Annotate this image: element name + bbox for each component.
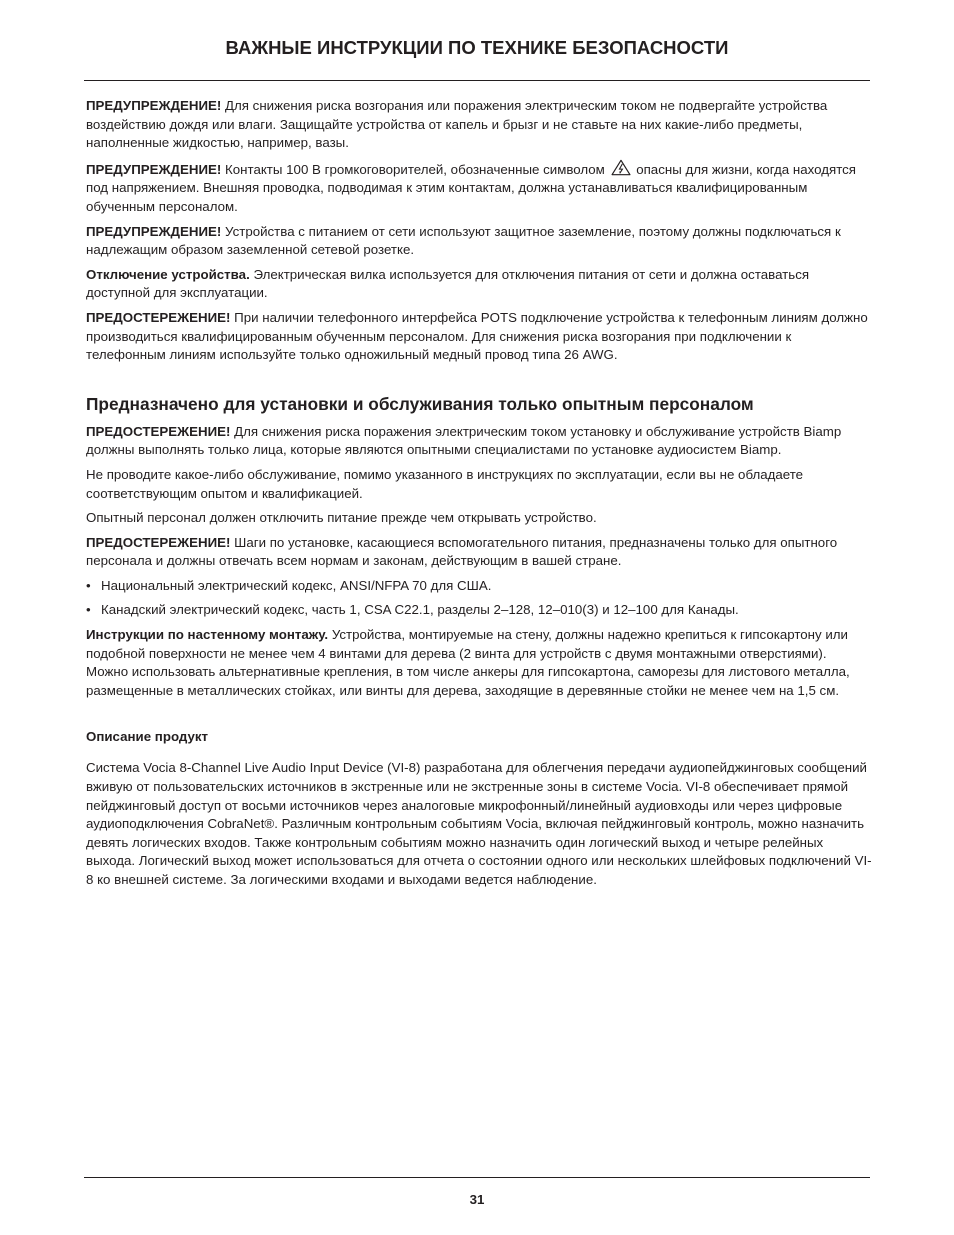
warning-text: опасны для жизни, когда находятся под напряжением. Внешняя проводка, подводимая к этим контактам, должна устанавливаться квалифицированным обученным персоналом. xyxy=(86,161,856,214)
list-item xyxy=(86,577,872,596)
warning-label: ПРЕДУПРЕЖДЕНИЕ! xyxy=(86,161,222,177)
bullet-dot: • xyxy=(86,577,91,593)
warning-label: ПРЕДУПРЕЖДЕНИЕ! xyxy=(86,223,222,239)
code-list xyxy=(86,577,872,620)
warning-text: Устройства с питанием от сети используют защитное заземление, поэтому должны подключаться к надлежащим образом заземленной сетевой розетке. xyxy=(86,223,841,258)
section-heading: Предназначено для установки и обслуживания только опытным персоналом xyxy=(86,393,754,414)
wall-mount-instructions xyxy=(86,626,872,700)
caution-label: ПРЕДОСТЕРЕЖЕНИЕ! xyxy=(86,423,231,439)
caution-service xyxy=(86,423,872,460)
bullet-dot: • xyxy=(86,602,91,618)
warning-text: Для снижения риска возгорания или поражения электрическим током не подвергайте устройства воздействию дождя или влаги. Защищайте устройства от капель и брызг и не ставьте на них какие-либо предметы, наполненные жидкостью, например, вазы. xyxy=(86,98,828,151)
warning-100v-contacts xyxy=(86,159,872,217)
caution-label: ПРЕДОСТЕРЕЖЕНИЕ! xyxy=(86,309,231,325)
list-item xyxy=(86,601,872,620)
warning-label: ПРЕДУПРЕЖДЕНИЕ! xyxy=(86,98,222,113)
caution-label: ПРЕДОСТЕРЕЖЕНИЕ! xyxy=(86,534,231,550)
page-content xyxy=(86,97,872,896)
warning-moisture xyxy=(86,97,872,153)
footer-divider xyxy=(84,1177,870,1178)
caution-auxiliary-power xyxy=(86,534,872,571)
warning-high-voltage-icon xyxy=(611,159,631,176)
caution-text: Для снижения риска поражения электрическим током установку и обслуживание устройств Biamp должны выполнять только лица, которые являются опытными специалистами по установке аудиосистем Biamp. xyxy=(86,423,842,458)
power-off-paragraph: Опытный персонал должен отключить питание прежде чем открывать устройство. xyxy=(86,510,597,526)
caution-pots xyxy=(86,309,872,365)
warning-grounding xyxy=(86,223,872,260)
page-number: 31 xyxy=(469,1192,485,1207)
note-label: Отключение устройства. xyxy=(86,266,250,282)
list-item-text: Национальный электрический кодекс, ANSI/NFPA 70 для США. xyxy=(101,577,492,593)
note-text: Электрическая вилка используется для отключения питания от сети и должна оставаться доступной для эксплуатации. xyxy=(86,266,810,301)
page-title: ВАЖНЫЕ ИНСТРУКЦИИ ПО ТЕХНИКЕ БЕЗОПАСНОСТИ xyxy=(225,37,729,58)
service-qualification-paragraph: Не проводите какое-либо обслуживание, помимо указанного в инструкциях по эксплуатации, если вы не обладаете соответствующим опытом и квалификацией. xyxy=(86,466,804,501)
instructions-text: Устройства, монтируемые на стену, должны надежно крепиться к гипсокартону или подобной поверхности не менее чем 4 винтами для дерева (2 винта для устройств с двумя монтажными отверстиями). Можно использовать альтернативные крепления, в том числе анкеры для гипсокартона, саморезы для листового металла, размещенные в металлических стойках, или винты для дерева, заходящие в деревянные стойки не менее чем на 1,5 см. xyxy=(86,627,850,698)
product-description: Система Vocia 8-Channel Live Audio Input Device (VI-8) разработана для облегчения передачи аудиопейджинговых сообщений вживую от пользовательских источников в экстренные или не экстренные зоны в системе Vocia. VI-8 обеспечивает прямой пейджинговый доступ от восьми источников через аналоговые микрофонный/линейный аудиовходы или через цифровые аудиоподключения CobraNet®. Различным контрольным событиям Vocia, включая пейджинговый контроль, можно назначить девять логических входов. Также контрольным событиям можно назначить один логический выход и четыре релейных выхода. Логический выход может использоваться для отчета о состоянии одного или нескольких шлейфовых подключений VI-8 ко внешней системе. За логическими входами и выходами ведется наблюдение. xyxy=(86,760,872,887)
list-item-text: Канадский электрический кодекс, часть 1, CSA C22.1, разделы 2–128, 12–010(3) и 12–100 для Канады. xyxy=(101,602,739,618)
caution-text: При наличии телефонного интерфейса POTS подключение устройства к телефонным линиям должно производиться квалифицированным обученным персоналом. Для снижения риска возгорания при подключении к телефонным линиям используйте только одножильный медный провод типа 26 AWG. xyxy=(86,309,868,363)
note-disconnect xyxy=(86,266,872,303)
product-heading: Описание продукт xyxy=(86,729,209,745)
caution-text: Шаги по установке, касающиеся вспомогательного питания, предназначены только для опытного персонала и должны отвечать всем нормам и законам, действующим в вашей стране. xyxy=(86,534,838,569)
warning-text: Контакты 100 В громкоговорителей, обозначенные символом xyxy=(221,161,609,177)
instructions-label: Инструкции по настенному монтажу. xyxy=(86,627,329,643)
header-divider xyxy=(84,80,870,81)
